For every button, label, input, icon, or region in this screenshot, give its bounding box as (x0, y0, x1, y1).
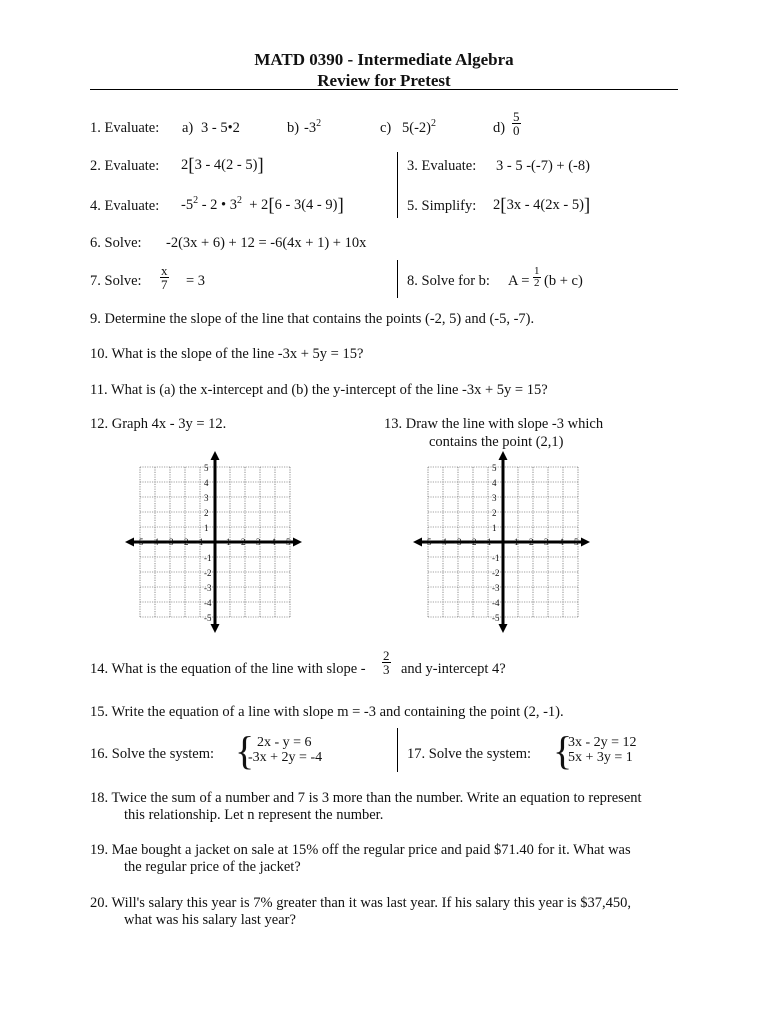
x-tick-label: -2 (469, 537, 477, 547)
q17-system (568, 735, 637, 765)
q14-post: and y-intercept 4? (401, 661, 506, 677)
q4-part3: + 2 (249, 197, 269, 213)
x-tick-label: -3 (166, 537, 174, 547)
x-tick-label: -3 (454, 537, 462, 547)
q1-a-expr: 3 - 5•2 (201, 120, 240, 136)
x-tick-label: 1 (226, 537, 231, 547)
y-tick-label: 3 (492, 493, 497, 503)
x-tick-label: -1 (484, 537, 492, 547)
y-tick-label: 5 (492, 463, 497, 473)
q17-brace: { (553, 728, 573, 773)
q1-c-expr (402, 119, 436, 139)
q2-inner: 3 - 4(2 - 5) (194, 157, 258, 173)
x-tick-label: 3 (256, 537, 261, 547)
q8-numerator: 1 (534, 265, 540, 277)
q14-pre: 14. What is the equation of the line with slope - (90, 661, 366, 677)
q20-line1: 20. Will's salary this year is 7% greater than it was last year. If his salary this year is $37,450, (90, 895, 631, 911)
q4-part2: - 2 • 3 (198, 197, 237, 213)
q16-eq2: -3x + 2y = -4 (248, 750, 323, 765)
y-tick-label: -1 (492, 553, 500, 563)
header-rule (90, 89, 678, 90)
q16-brace: { (235, 728, 255, 773)
q4-label: 4. Evaluate: (90, 198, 160, 214)
q20-line2: what was his salary last year? (124, 912, 296, 928)
q17-eq1: 3x - 2y = 12 (568, 735, 637, 750)
q5-pre: 2 (493, 197, 501, 213)
y-tick-label: 2 (204, 508, 209, 518)
divider-q3-q5 (397, 152, 398, 218)
x-tick-label: 2 (241, 537, 246, 547)
q4-left-bracket: [ (268, 195, 275, 216)
q17-eq2: 5x + 3y = 1 (568, 750, 633, 765)
q8-rest: (b + c) (544, 273, 583, 289)
q1-d-numerator: 5 (513, 109, 520, 124)
coordinate-grid-q13[interactable] (413, 450, 593, 635)
q4-part1: -5 (181, 197, 194, 213)
q7-fraction (160, 264, 169, 291)
q1-label: 1. Evaluate: (90, 120, 160, 136)
q5-right-bracket: ] (583, 195, 591, 216)
q4-right-bracket: ] (337, 195, 344, 216)
y-tick-label: 1 (492, 523, 497, 533)
q1-d-fraction (512, 110, 521, 137)
x-tick-label: 5 (286, 537, 291, 547)
y-tick-label: -4 (492, 598, 500, 608)
y-tick-label: -2 (492, 568, 500, 578)
q11-text: 11. What is (a) the x-intercept and (b) the y-intercept of the line -3x + 5y = 15? (90, 382, 548, 398)
q14-fraction (382, 649, 391, 676)
q1-d-label: d) (493, 120, 506, 136)
q18-line2: this relationship. Let n represent the number. (124, 807, 384, 823)
page-subtitle: Review for Pretest (317, 71, 451, 90)
q7-numerator: x (161, 263, 168, 278)
q2-label: 2. Evaluate: (90, 158, 160, 174)
coordinate-grid-q12[interactable] (125, 450, 305, 635)
x-tick-label: -1 (196, 537, 204, 547)
x-tick-label: -5 (424, 537, 432, 547)
q5-label: 5. Simplify: (407, 198, 477, 214)
x-tick-label: -5 (136, 537, 144, 547)
y-axis-down-arrow (499, 624, 508, 633)
q5-expr (493, 196, 590, 215)
y-axis-up-arrow (211, 451, 220, 460)
q5-left-bracket: [ (500, 195, 507, 216)
y-tick-label: 4 (492, 478, 497, 488)
x-tick-label: -4 (151, 537, 159, 547)
y-axis-up-arrow (499, 451, 508, 460)
q1-b-label: b) (287, 120, 300, 136)
q5-inner: 3x - 4(2x - 5) (506, 197, 584, 213)
q16-eq1: 2x - y = 6 (257, 735, 312, 750)
q8-denominator: 2 (534, 277, 540, 289)
q2-right-bracket: ] (257, 155, 264, 176)
q2-pre: 2 (181, 157, 189, 173)
q7-rest: = 3 (186, 273, 206, 289)
divider-q17 (397, 728, 398, 772)
x-tick-label: 1 (514, 537, 519, 547)
q4-expr (181, 196, 344, 216)
q2-expr (181, 156, 264, 175)
q8-label: 8. Solve for b: (407, 273, 490, 289)
x-axis-right-arrow (293, 538, 302, 547)
q14-numerator: 2 (383, 648, 390, 663)
x-axis-left-arrow (413, 538, 422, 547)
q14-denominator: 3 (383, 662, 390, 677)
q13-line2: contains the point (2,1) (429, 434, 564, 450)
q19-line1: 19. Mae bought a jacket on sale at 15% off the regular price and paid $71.40 for it. What was (90, 842, 631, 858)
q15-text: 15. Write the equation of a line with slope m = -3 and containing the point (2, -1). (90, 704, 564, 720)
y-tick-label: -1 (204, 553, 212, 563)
q6-expr: -2(3x + 6) + 12 = -6(4x + 1) + 10x (166, 235, 367, 251)
q17-label: 17. Solve the system: (407, 746, 532, 762)
y-tick-label: -2 (204, 568, 212, 578)
x-axis-right-arrow (581, 538, 590, 547)
x-tick-label: 4 (559, 537, 564, 547)
q7-denominator: 7 (161, 277, 168, 292)
y-axis-down-arrow (211, 624, 220, 633)
q7-label: 7. Solve: (90, 273, 142, 289)
q4-inner: 6 - 3(4 - 9) (274, 197, 338, 213)
y-tick-label: 5 (204, 463, 209, 473)
q8-lhs: A = (508, 273, 530, 289)
y-tick-label: -4 (204, 598, 212, 608)
y-tick-label: 4 (204, 478, 209, 488)
q1-b-base: -3 (304, 120, 317, 136)
q3-label: 3. Evaluate: (407, 158, 477, 174)
q3-expr: 3 - 5 -(-7) + (-8) (496, 158, 590, 174)
x-tick-label: -4 (439, 537, 447, 547)
q1-d-denominator: 0 (513, 123, 520, 138)
q1-b-expr (304, 119, 321, 139)
y-tick-label: -5 (492, 613, 500, 623)
page-title: MATD 0390 - Intermediate Algebra (254, 50, 514, 69)
y-tick-label: 2 (492, 508, 497, 518)
q2-left-bracket: [ (188, 155, 195, 176)
q13-line1: 13. Draw the line with slope -3 which (384, 416, 604, 432)
y-tick-label: 3 (204, 493, 209, 503)
q9-text: 9. Determine the slope of the line that contains the points (-2, 5) and (-5, -7). (90, 311, 535, 327)
x-tick-label: 4 (271, 537, 276, 547)
q16-system (248, 735, 323, 765)
q1-b-exponent: 2 (316, 118, 322, 129)
q4-exp1: 2 (193, 195, 199, 206)
q8-fraction (533, 266, 541, 289)
q10-text: 10. What is the slope of the line -3x + 5y = 15? (90, 346, 364, 362)
q18-line1: 18. Twice the sum of a number and 7 is 3 more than the number. Write an equation to represent (90, 790, 642, 806)
x-tick-label: 2 (529, 537, 534, 547)
q4-exp2: 2 (237, 195, 242, 206)
q16-label: 16. Solve the system: (90, 746, 215, 762)
x-tick-label: -2 (181, 537, 189, 547)
x-tick-label: 3 (544, 537, 549, 547)
q1-c-base: 5(-2) (402, 120, 431, 136)
y-tick-label: -3 (204, 583, 212, 593)
q6-label: 6. Solve: (90, 235, 142, 251)
q12-text: 12. Graph 4x - 3y = 12. (90, 416, 227, 432)
x-axis-left-arrow (125, 538, 134, 547)
q1-c-exponent: 2 (431, 118, 436, 129)
y-tick-label: -5 (204, 613, 212, 623)
divider-q8 (397, 260, 398, 298)
q19-line2: the regular price of the jacket? (124, 859, 301, 875)
y-tick-label: -3 (492, 583, 500, 593)
q1-c-label: c) (380, 120, 392, 136)
x-tick-label: 5 (574, 537, 579, 547)
q1-a-label: a) (182, 120, 194, 136)
y-tick-label: 1 (204, 523, 209, 533)
